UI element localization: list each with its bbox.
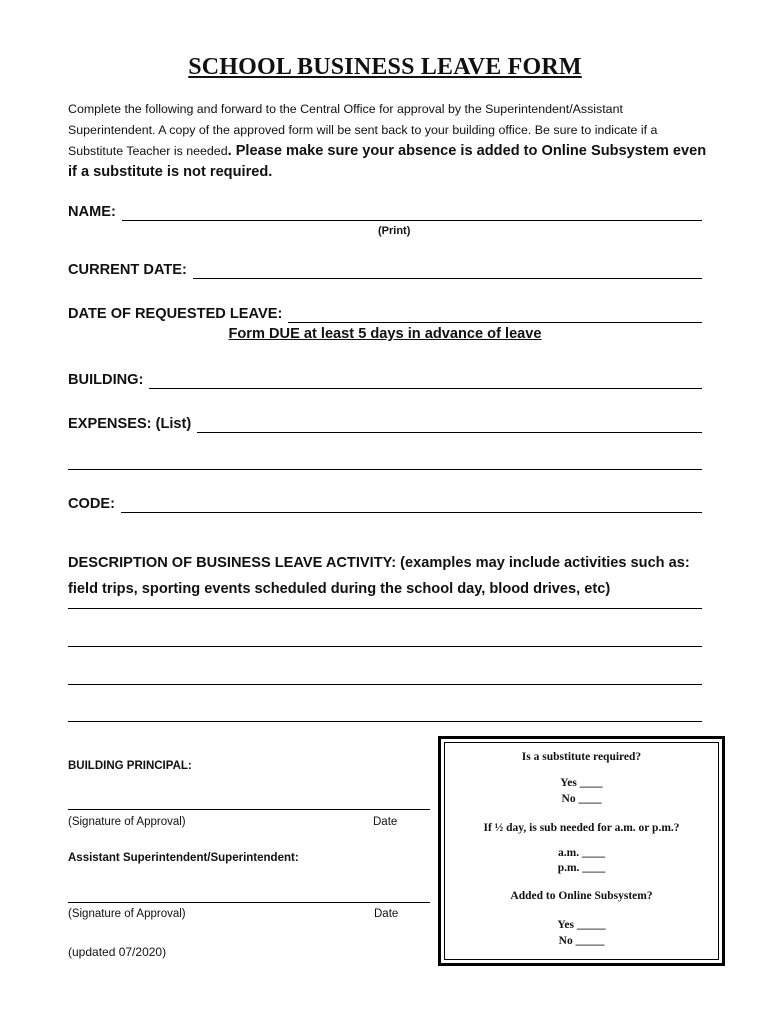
current-date-line[interactable] (193, 262, 702, 279)
requested-leave-label: DATE OF REQUESTED LEAVE: (68, 306, 283, 322)
current-date-label: CURRENT DATE: (68, 262, 187, 278)
print-note: (Print) (378, 225, 411, 237)
description-line-3[interactable] (68, 684, 702, 685)
substitute-box (438, 736, 725, 966)
principal-signature-line[interactable] (68, 809, 430, 810)
intro-instructions (68, 99, 708, 183)
building-field[interactable] (68, 371, 702, 389)
due-note: Form DUE at least 5 days in advance of leave (228, 326, 542, 342)
substitute-question: Is a substitute required? (521, 751, 642, 763)
name-line[interactable] (122, 204, 702, 221)
expenses-field[interactable] (68, 415, 702, 433)
description-line-4[interactable] (68, 721, 702, 722)
requested-leave-field[interactable] (68, 305, 702, 323)
expenses-line[interactable] (197, 416, 702, 433)
half-day-pm[interactable]: p.m. ____ (557, 862, 606, 874)
code-label: CODE: (68, 496, 116, 512)
half-day-am[interactable]: a.m. ____ (558, 847, 605, 859)
description-line-2[interactable] (68, 646, 702, 647)
superintendent-signature-caption: (Signature of Approval) (68, 908, 186, 920)
substitute-yes[interactable]: Yes ____ (560, 777, 603, 789)
building-label: BUILDING: (68, 372, 144, 388)
code-field[interactable] (68, 495, 702, 513)
substitute-no[interactable]: No ____ (561, 793, 602, 805)
principal-date-caption: Date (373, 816, 398, 828)
online-subsystem-yes[interactable]: Yes _____ (557, 919, 606, 931)
expenses-label: EXPENSES: (List) (68, 416, 192, 432)
code-line[interactable] (121, 496, 702, 513)
principal-label: BUILDING PRINCIPAL: (68, 760, 192, 772)
current-date-field[interactable] (68, 261, 702, 279)
substitute-box-inner-border (444, 742, 719, 960)
name-field[interactable] (68, 203, 702, 221)
principal-signature-caption: (Signature of Approval) (68, 816, 186, 828)
building-line[interactable] (149, 372, 702, 389)
expenses-line-2[interactable] (68, 469, 702, 470)
superintendent-label: Assistant Superintendent/Superintendent: (68, 852, 299, 864)
form-title: SCHOOL BUSINESS LEAVE FORM (188, 54, 582, 80)
name-label: NAME: (68, 204, 116, 220)
intro-emphasis: . Please make sure your absence is added to Online Subsystem even if a substitute is not required. (68, 143, 707, 180)
description-line-1[interactable] (68, 608, 702, 609)
description-label: DESCRIPTION OF BUSINESS LEAVE ACTIVITY: (examples may include activities such as: field trips, sporting events scheduled during the school day, blood drives, etc) (68, 555, 690, 597)
online-subsystem-no[interactable]: No _____ (558, 935, 605, 947)
requested-leave-line[interactable] (288, 306, 702, 323)
updated-date: (updated 07/2020) (68, 945, 167, 959)
online-subsystem-question: Added to Online Subsystem? (510, 890, 653, 902)
superintendent-date-caption: Date (374, 908, 399, 920)
intro-text: Complete the following and forward to the Central Office for approval by the Superintendent/Assistant Superintendent. A copy of the approved form will be sent back to your building office. Be sure to indicate if a Substitute Teacher is needed (68, 102, 658, 158)
superintendent-signature-line[interactable] (68, 902, 430, 903)
half-day-question: If ½ day, is sub needed for a.m. or p.m.? (483, 822, 680, 834)
